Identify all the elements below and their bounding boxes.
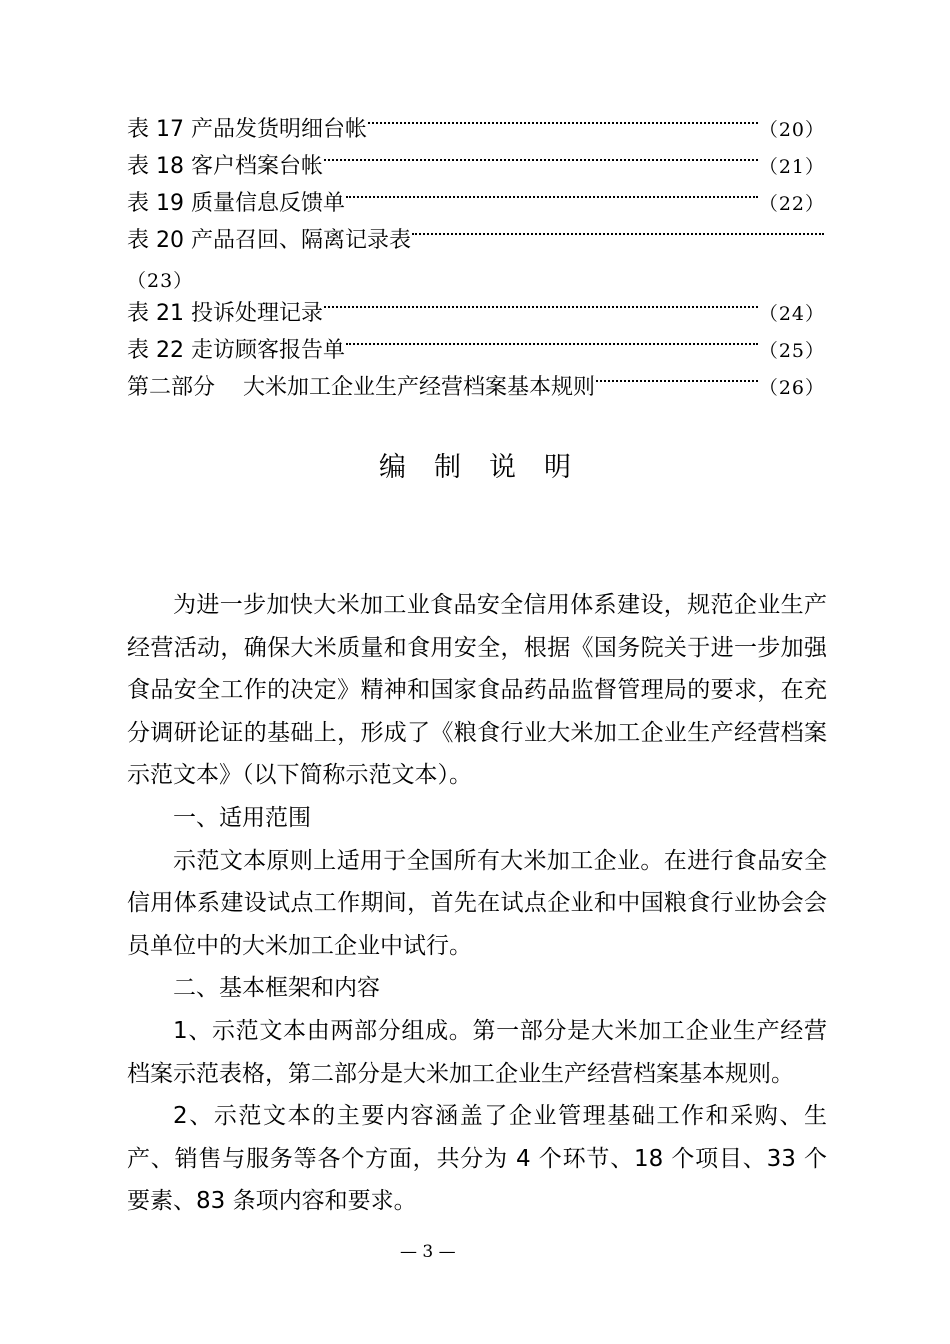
toc-entry xyxy=(127,113,825,147)
toc-entry xyxy=(127,150,825,184)
toc-leader-dots xyxy=(412,233,824,235)
toc-entry-page: （22） xyxy=(758,193,825,215)
section-heading: 一、适用范围 xyxy=(173,804,311,831)
page-number: — 3 — xyxy=(400,1242,456,1262)
toc-entry xyxy=(127,187,825,221)
toc-entry-label: 表 18 客户档案台帐 xyxy=(127,154,323,179)
section-title: 编制说明 xyxy=(379,452,599,483)
paragraph: 1、示范文本由两部分组成。第一部分是大米加工企业生产经营档案示范表格，第二部分是大米加工企业生产经营档案基本规则。 xyxy=(127,1017,827,1087)
toc-entry xyxy=(127,224,825,258)
toc-entry-page: （25） xyxy=(758,340,825,362)
toc-leader-dots xyxy=(368,122,758,124)
section-heading: 二、基本框架和内容 xyxy=(173,975,380,1002)
toc-leader-dots xyxy=(346,196,758,198)
body-text xyxy=(127,584,827,1223)
toc-entry-page: （24） xyxy=(758,303,825,325)
paragraph: 为进一步加快大米加工业食品安全信用体系建设，规范企业生产经营活动，确保大米质量和食用安全，根据《国务院关于进一步加强食品安全工作的决定》精神和国家食品药品监督管理局的要求，在充分调研论证的基础上，形成了《粮食行业大米加工企业生产经营档案示范文本》（以下简称示范文本）。 xyxy=(127,592,827,789)
toc-leader-dots xyxy=(324,306,758,308)
toc-entry xyxy=(127,371,825,405)
toc-entry-label: 表 19 质量信息反馈单 xyxy=(127,191,345,216)
toc-leader-dots xyxy=(324,159,758,161)
toc-entry-page: （20） xyxy=(758,119,825,141)
paragraph: 示范文本原则上适用于全国所有大米加工企业。在进行食品安全信用体系建设试点工作期间，首先在试点企业和中国粮食行业协会会员单位中的大米加工企业中试行。 xyxy=(127,847,827,959)
toc-entry-label: 表 17 产品发货明细台帐 xyxy=(127,117,367,142)
toc-entry-page: （26） xyxy=(758,377,825,399)
toc-entry-label: 表 22 走访顾客报告单 xyxy=(127,338,345,363)
toc-leader-dots xyxy=(346,343,758,345)
toc-entry-label: 第二部分 大米加工企业生产经营档案基本规则 xyxy=(127,375,595,400)
toc-entry xyxy=(127,297,825,331)
toc-entry-page-wrapped: （23） xyxy=(127,270,194,292)
toc-entry xyxy=(127,334,825,368)
toc-entry-page: （21） xyxy=(758,156,825,178)
toc-entry-label: 表 21 投诉处理记录 xyxy=(127,301,323,326)
toc-entry-label: 表 20 产品召回、隔离记录表 xyxy=(127,228,411,253)
toc-leader-dots xyxy=(596,380,758,382)
paragraph: 2、示范文本的主要内容涵盖了企业管理基础工作和采购、生产、销售与服务等各个方面，共分为 4 个环节、18 个项目、33 个要素、83 条项内容和要求。 xyxy=(127,1103,827,1215)
